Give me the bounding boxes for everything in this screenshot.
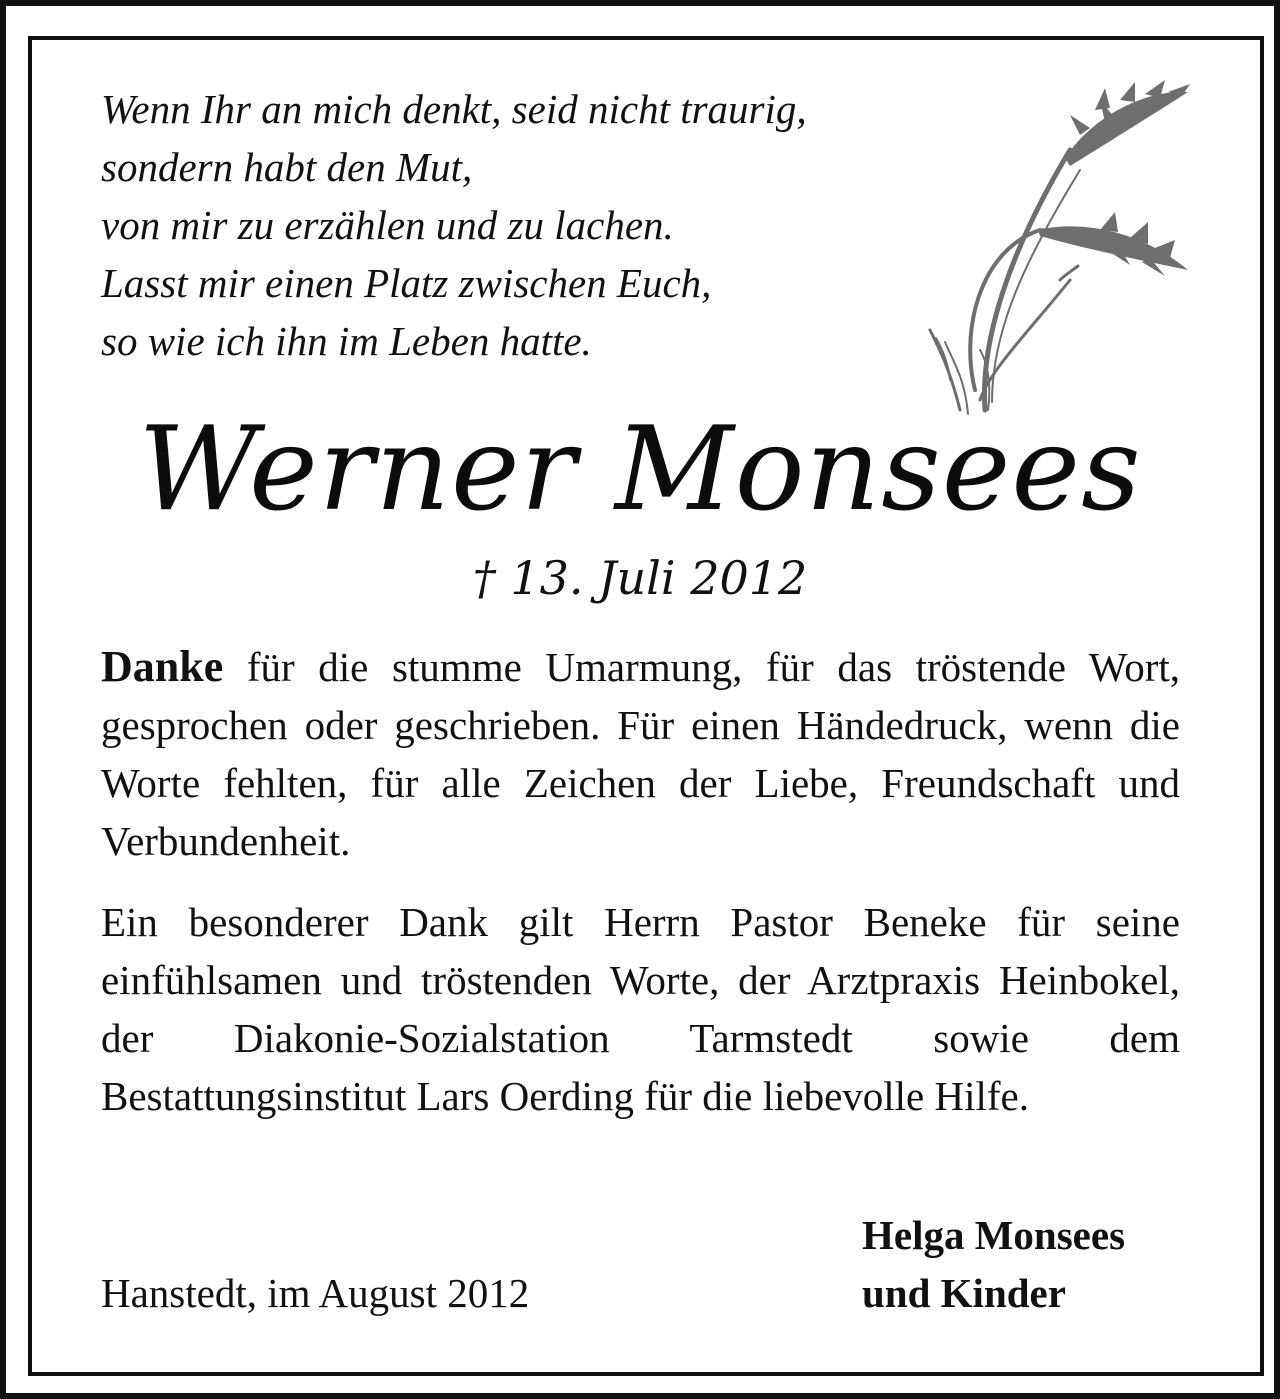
poem-line-4: Lasst mir einen Platz zwischen Euch, bbox=[101, 260, 712, 306]
signature-line-1: Helga Monsees bbox=[862, 1212, 1126, 1258]
deceased-name: Werner Monsees bbox=[138, 402, 1142, 537]
wheat-grass-icon bbox=[920, 80, 1200, 420]
special-thanks-paragraph: Ein besonderer Dank gilt Herrn Pastor Beneke für seine einfühlsamen und tröstenden Worte, der Arztpraxis Heinbokel, der Diakonie-Sozialstation Tarmstedt sowie dem Bestattungsinstitut Lars Oerding für die liebevolle Hilfe. bbox=[101, 899, 1180, 1119]
place-and-date: Hanstedt, im August 2012 bbox=[101, 1270, 530, 1316]
thanks-paragraph-text: für die stumme Umarmung, für das tröstende Wort, gesprochen oder geschrieben. Für einen Händedruck, wenn die Worte fehlten, für alle Zeichen der Liebe, Freundschaft und Verbundenheit. bbox=[101, 644, 1180, 864]
signature bbox=[862, 1206, 1125, 1322]
death-date: † 13. Juli 2012 bbox=[472, 551, 808, 605]
poem-line-5: so wie ich ihn im Leben hatte. bbox=[101, 318, 592, 364]
thanks-paragraph bbox=[101, 638, 1180, 870]
thanks-lead-word: Danke bbox=[101, 642, 224, 691]
poem-line-3: von mir zu erzählen und zu lachen. bbox=[101, 202, 674, 248]
poem-line-1: Wenn Ihr an mich denkt, seid nicht traurig, bbox=[101, 86, 807, 132]
memorial-poem bbox=[101, 80, 961, 370]
signature-line-2: und Kinder bbox=[862, 1270, 1066, 1316]
poem-line-2: sondern habt den Mut, bbox=[101, 144, 473, 190]
